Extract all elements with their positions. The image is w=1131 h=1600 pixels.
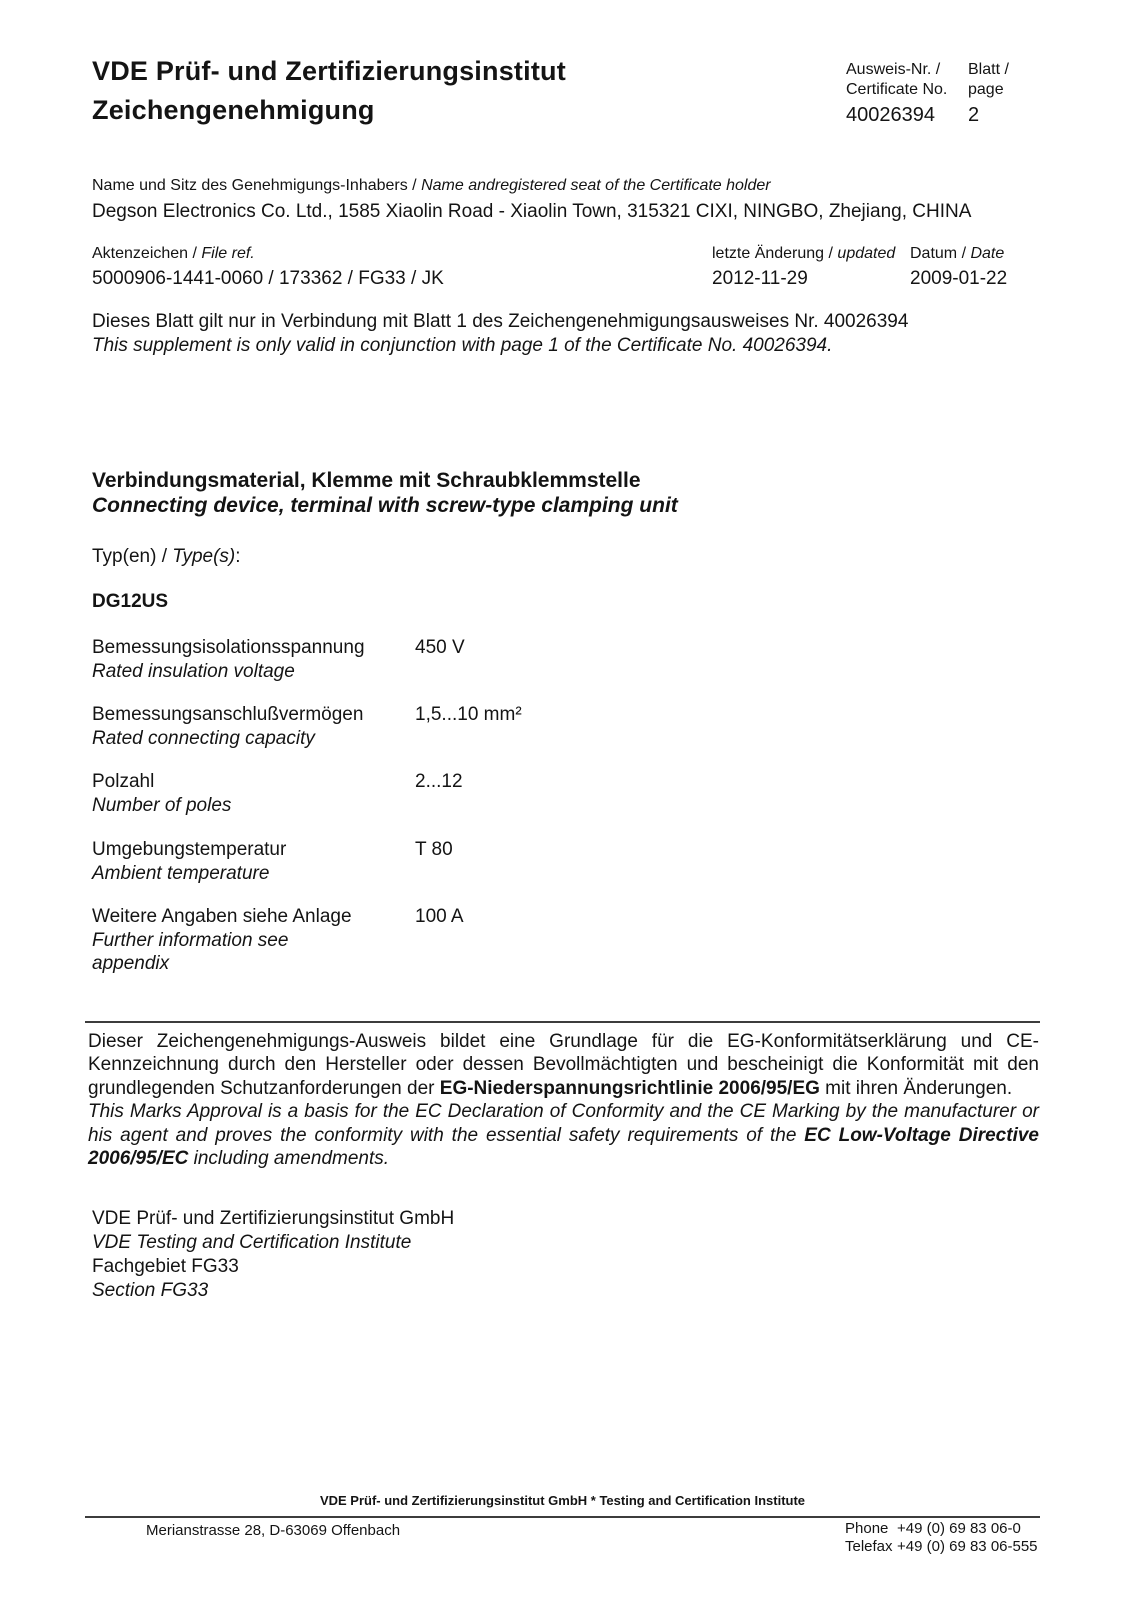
file-ref-block xyxy=(92,244,444,290)
legal-de-text: Dieser Zeichengenehmigungs-Ausweis bildet eine Grundlage für die EG-Konformitätserklärung und CE-Kennzeichnung durch den Hersteller oder dessen Bevollmächtigten und bescheinigt die Konformität mit den grundlegenden Schutzanforderungen der xyxy=(88,1031,1039,1099)
date-label-de: Datum / xyxy=(910,245,971,262)
legal-en-text: This Marks Approval is a basis for the EC Declaration of Conformity and the CE Marking by the manufacturer or his agent and proves the conformity with the essential safety requirements of the xyxy=(88,1101,1039,1146)
phone-value: +49 (0) 69 83 06-0 xyxy=(897,1520,1021,1537)
product-title-en: Connecting device, terminal with screw-type clamping unit xyxy=(92,494,678,517)
footer-institute-line: VDE Prüf- und Zertifizierungsinstitut GmbH * Testing and Certification Institute xyxy=(319,1493,806,1508)
spec-label-en: Further information see appendix xyxy=(92,929,289,974)
type-value: DG12US xyxy=(92,591,169,612)
updated-value: 2012-11-29 xyxy=(712,268,808,289)
product-title xyxy=(92,468,678,518)
document-title-line1: VDE Prüf- und Zertifizierungsinstitut xyxy=(92,56,566,86)
file-ref-label-de: Aktenzeichen / xyxy=(92,245,202,262)
spec-value: T 80 xyxy=(415,839,453,860)
updated-label xyxy=(712,244,895,263)
date-block xyxy=(910,244,1007,290)
telefax-value: +49 (0) 69 83 06-555 xyxy=(897,1538,1038,1555)
page-number-value: 2 xyxy=(968,104,980,126)
holder-label-de: Name und Sitz des Genehmigungs-Inhabers / xyxy=(92,177,422,194)
page-label-de: Blatt / xyxy=(968,61,1009,78)
document-title-line2: Zeichengenehmigung xyxy=(92,95,375,125)
legal-paragraph xyxy=(88,1030,1039,1170)
footer-phone-row xyxy=(845,1520,1038,1538)
spec-label-de: Polzahl xyxy=(92,771,155,792)
legal-de-directive: EG-Niederspannungsrichtlinie 2006/95/EG xyxy=(439,1077,820,1099)
date-label-en: Date xyxy=(970,245,1005,262)
spec-row-ambient-temperature xyxy=(92,838,1040,885)
signature-section-en: Section FG33 xyxy=(92,1280,209,1301)
holder-label xyxy=(92,176,971,195)
footer-telefax-row xyxy=(845,1538,1038,1556)
spec-label-de: Umgebungstemperatur xyxy=(92,839,287,860)
page-label-en: page xyxy=(968,81,1004,98)
types-label-colon: : xyxy=(235,546,241,567)
validity-note-de: Dieses Blatt gilt nur in Verbindung mit Blatt 1 des Zeichengenehmigungsausweises Nr. 40026394 xyxy=(92,311,909,332)
types-label xyxy=(92,545,241,568)
legal-de-suffix: mit ihren Änderungen. xyxy=(819,1077,1013,1099)
certificate-holder-block xyxy=(92,176,971,223)
spec-label-en: Ambient temperature xyxy=(92,862,270,884)
spec-value: 2...12 xyxy=(415,771,463,792)
file-ref-label xyxy=(92,244,444,263)
holder-label-en: Name andregistered seat of the Certificate holder xyxy=(421,177,771,194)
date-label xyxy=(910,244,1007,263)
spec-label-de: Bemessungsanschlußvermögen xyxy=(92,704,364,725)
validity-note-en: This supplement is only valid in conjunction with page 1 of the Certificate No. 40026394. xyxy=(92,335,833,356)
certificate-number-label-de: Ausweis-Nr. / xyxy=(846,61,941,78)
types-label-en: Type(s) xyxy=(172,546,236,567)
types-label-de: Typ(en) / xyxy=(92,546,173,567)
footer-divider-rule xyxy=(85,1516,1040,1518)
certificate-number-label-en: Certificate No. xyxy=(846,81,948,98)
legal-paragraph-de xyxy=(88,1030,1039,1100)
updated-label-en: updated xyxy=(837,245,896,262)
date-value: 2009-01-22 xyxy=(910,268,1008,289)
legal-paragraph-en xyxy=(88,1100,1039,1170)
legal-en-directive: EC Low-Voltage Directive 2006/95/EC xyxy=(88,1124,1039,1170)
spec-label-en: Number of poles xyxy=(92,794,232,816)
legal-en-suffix: including amendments. xyxy=(188,1148,390,1170)
validity-note xyxy=(92,310,908,358)
signature-block xyxy=(92,1207,454,1303)
updated-block xyxy=(712,244,895,290)
certificate-number-block xyxy=(846,60,947,127)
signature-section-de: Fachgebiet FG33 xyxy=(92,1256,239,1277)
spec-row-further-information xyxy=(92,905,1040,976)
spec-label-en: Rated connecting capacity xyxy=(92,727,315,749)
spec-label-de: Weitere Angaben siehe Anlage xyxy=(92,906,352,927)
holder-value: Degson Electronics Co. Ltd., 1585 Xiaolin Road - Xiaolin Town, 315321 CIXI, NINGBO, Zhejiang, CHINA xyxy=(92,201,972,222)
spec-label-en: Rated insulation voltage xyxy=(92,660,295,682)
phone-label: Phone xyxy=(845,1520,889,1537)
document-title xyxy=(92,52,566,130)
footer-address: Merianstrasse 28, D-63069 Offenbach xyxy=(146,1522,401,1539)
spec-value: 450 V xyxy=(415,637,465,658)
file-ref-value: 5000906-1441-0060 / 173362 / FG33 / JK xyxy=(92,268,444,289)
legal-divider-rule xyxy=(85,1021,1040,1023)
signature-institute-de: VDE Prüf- und Zertifizierungsinstitut GmbH xyxy=(92,1208,455,1229)
signature-institute-en: VDE Testing and Certification Institute xyxy=(92,1232,412,1253)
telefax-label: Telefax xyxy=(845,1538,893,1555)
footer-contact-block xyxy=(845,1520,1038,1556)
updated-label-de: letzte Änderung / xyxy=(712,245,838,262)
product-title-de: Verbindungsmaterial, Klemme mit Schraubklemmstelle xyxy=(92,469,641,492)
page-number-block xyxy=(968,60,1009,127)
spec-value: 100 A xyxy=(415,906,464,927)
spec-row-insulation-voltage xyxy=(92,636,1040,683)
file-ref-label-en: File ref. xyxy=(201,245,255,262)
spec-label-de: Bemessungsisolationsspannung xyxy=(92,637,365,658)
spec-row-connecting-capacity xyxy=(92,703,1040,750)
certificate-number-value: 40026394 xyxy=(846,104,935,126)
spec-row-number-of-poles xyxy=(92,770,1040,817)
spec-value: 1,5...10 mm² xyxy=(415,704,522,725)
